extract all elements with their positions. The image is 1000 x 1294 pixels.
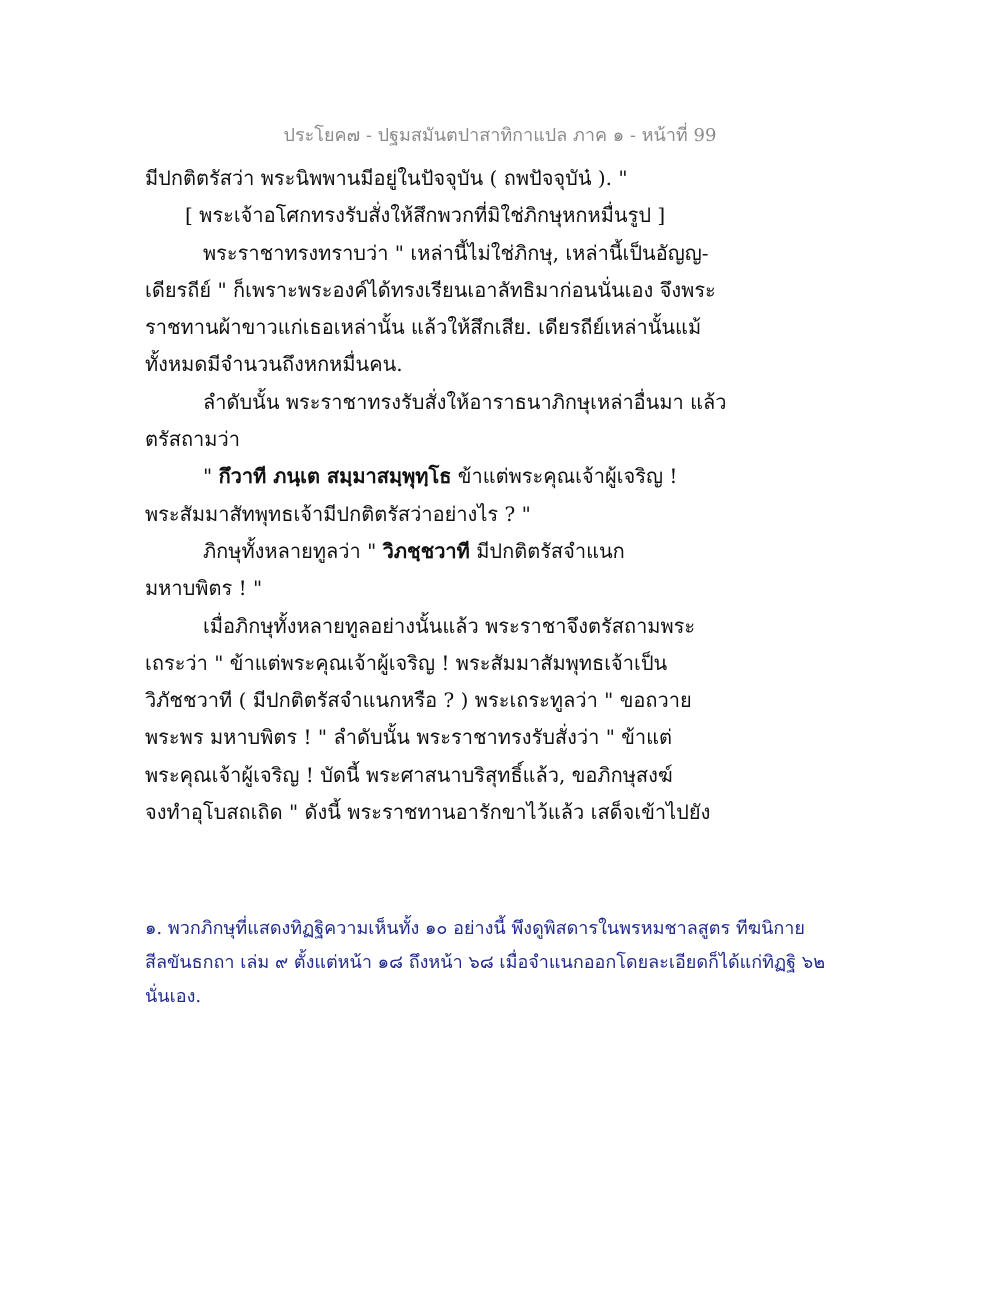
text-line [145, 533, 725, 570]
footnote-line: ๑. พวกภิกษุที่แสดงทิฏฐิความเห็นทั้ง ๑๐ อย่างนี้ พึงดูพิสดารในพรหมชาลสูตร ทีฆนิกาย [145, 918, 805, 939]
text-line: พระสัมมาสัทพุทธเจ้ามีปกติตรัสว่าอย่างไร ? " [145, 501, 531, 526]
text-line: มหาบพิตร ! " [145, 576, 263, 601]
text-line: ทั้งหมดมีจำนวนถึงหกหมื่นคน. [145, 352, 403, 377]
text-line: พระคุณเจ้าผู้เจริญ ! บัดนี้ พระศาสนาบริสุทธิ์แล้ว, ขอภิกษุสงฆ์ [145, 762, 673, 787]
text-line: พระราชาทรงทราบว่า " เหล่านี้ไม่ใช่ภิกษุ, เหล่านี้เป็นอัญญ- [203, 240, 709, 265]
pali-phrase: วิภชฺชวาที [382, 538, 470, 563]
text-line [145, 458, 725, 495]
text-line: พระพร มหาบพิตร ! " ลำดับนั้น พระราชาทรงรับสั่งว่า " ข้าแต่ [145, 725, 673, 750]
text-line: ราชทานผ้าขาวแก่เธอเหล่านั้น แล้วให้สึกเสีย. เดียรถีย์เหล่านั้นแม้ [145, 315, 702, 340]
section-heading: [ พระเจ้าอโศกทรงรับสั่งให้สึกพวกที่มิใช่ภิกษุหกหมื่นรูป ] [185, 203, 666, 228]
text-line: เดียรถีย์ " ก็เพราะพระองค์ได้ทรงเรียนเอาลัทธิมาก่อนนั่นเอง จึงพระ [145, 277, 716, 302]
text-pre: " [203, 464, 219, 489]
body-text [145, 160, 725, 831]
text-line: ลำดับนั้น พระราชาทรงรับสั่งให้อาราธนาภิกษุเหล่าอื่นมา แล้ว [203, 389, 727, 414]
text-pre: ภิกษุทั้งหลายทูลว่า " [203, 538, 383, 563]
text-post: ข้าแต่พระคุณเจ้าผู้เจริญ ! [451, 464, 678, 489]
page-header: ประโยค๗ - ปฐมสมันตปาสาทิกาแปล ภาค ๑ - หน้าที่ 99 [283, 125, 717, 146]
footnote-line: สีลขันธกถา เล่ม ๙ ตั้งแต่หน้า ๑๘ ถึงหน้า ๖๘ เมื่อจำแนกออกโดยละเอียดก็ได้แก่ทิฏฐิ ๖๒ [145, 952, 826, 973]
text-line: จงทำอุโบสถเถิด " ดังนี้ พระราชทานอารักขาไว้แล้ว เสด็จเข้าไปยัง [145, 800, 711, 825]
text-line: ตรัสถามว่า [145, 427, 240, 452]
pali-phrase: กึวาที ภนฺเต สมฺมาสมฺพุทฺโธ [218, 464, 452, 489]
text-post: มีปกติตรัสจำแนก [469, 538, 625, 563]
text-line: เถระว่า " ข้าแต่พระคุณเจ้าผู้เจริญ ! พระสัมมาสัมพุทธเจ้าเป็น [145, 650, 668, 675]
text-line: เมื่อภิกษุทั้งหลายทูลอย่างนั้นแล้ว พระราชาจึงตรัสถามพระ [203, 613, 696, 638]
footnote [145, 912, 826, 1014]
text-line: มีปกติตรัสว่า พระนิพพานมีอยู่ในปัจจุบัน ( ถพปัจจุบัน๋ ). " [145, 166, 628, 190]
footnote-line: นั่นเอง. [145, 986, 202, 1007]
text-line: วิภัชชวาที ( มีปกติตรัสจำแนกหรือ ? ) พระเถระทูลว่า " ขอถวาย [145, 688, 692, 713]
